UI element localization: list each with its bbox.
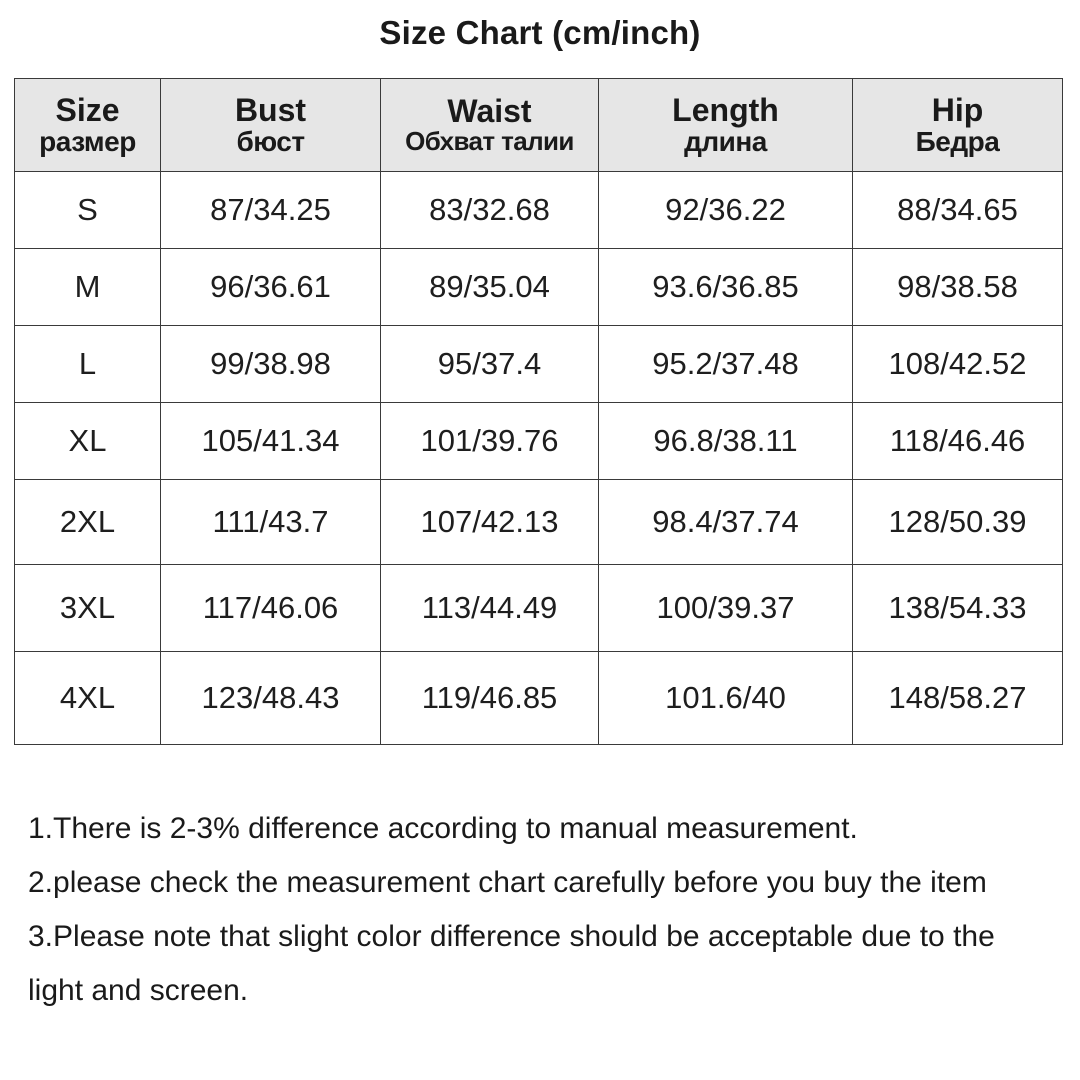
cell-hip: 128/50.39 [853, 480, 1063, 565]
cell-waist: 95/37.4 [381, 326, 599, 403]
cell-waist: 101/39.76 [381, 403, 599, 480]
cell-waist: 89/35.04 [381, 249, 599, 326]
cell-size: M [15, 249, 161, 326]
cell-hip: 138/54.33 [853, 565, 1063, 652]
table-row [15, 403, 1063, 480]
note-item: 1.There is 2-3% difference according to manual measurement. [28, 812, 858, 845]
size-table [14, 78, 1063, 745]
cell-bust: 96/36.61 [161, 249, 381, 326]
cell-hip: 108/42.52 [853, 326, 1063, 403]
cell-bust: 87/34.25 [161, 172, 381, 249]
cell-hip: 98/38.58 [853, 249, 1063, 326]
cell-hip: 88/34.65 [853, 172, 1063, 249]
cell-size: 3XL [15, 565, 161, 652]
header-bust-sublabel: бюст [236, 126, 305, 158]
table-header-row [15, 79, 1063, 172]
cell-bust: 123/48.43 [161, 652, 381, 745]
header-waist [381, 79, 599, 172]
header-waist-sublabel: Обхват талии [405, 126, 574, 157]
cell-waist: 107/42.13 [381, 480, 599, 565]
header-bust-label: Bust [234, 91, 307, 128]
table-row [15, 172, 1063, 249]
header-hip [853, 79, 1063, 172]
header-size-sublabel: размер [39, 126, 136, 158]
notes-section [28, 802, 1058, 1018]
header-bust [161, 79, 381, 172]
cell-length: 95.2/37.48 [599, 326, 853, 403]
cell-bust: 105/41.34 [161, 403, 381, 480]
note-item: 2.please check the measurement chart carefully before you buy the item [28, 866, 987, 899]
cell-size: XL [15, 403, 161, 480]
header-size [15, 79, 161, 172]
table-row [15, 652, 1063, 745]
note-item: 3.Please note that slight color difference should be acceptable due to the light and screen. [28, 920, 995, 1007]
header-waist-label: Waist [447, 92, 532, 129]
chart-title: Size Chart (cm/inch) [379, 14, 701, 51]
cell-waist: 119/46.85 [381, 652, 599, 745]
cell-length: 101.6/40 [599, 652, 853, 745]
cell-bust: 99/38.98 [161, 326, 381, 403]
table-row [15, 480, 1063, 565]
cell-bust: 117/46.06 [161, 565, 381, 652]
table-row [15, 249, 1063, 326]
header-hip-label: Hip [931, 91, 984, 128]
cell-size: 4XL [15, 652, 161, 745]
header-hip-sublabel: Бедра [915, 126, 1000, 158]
cell-bust: 111/43.7 [161, 480, 381, 565]
cell-size: S [15, 172, 161, 249]
header-length-label: Length [672, 91, 779, 128]
cell-waist: 83/32.68 [381, 172, 599, 249]
cell-length: 98.4/37.74 [599, 480, 853, 565]
cell-size: L [15, 326, 161, 403]
cell-hip: 118/46.46 [853, 403, 1063, 480]
header-length [599, 79, 853, 172]
cell-size: 2XL [15, 480, 161, 565]
header-size-label: Size [55, 91, 120, 128]
cell-length: 93.6/36.85 [599, 249, 853, 326]
cell-hip: 148/58.27 [853, 652, 1063, 745]
header-length-sublabel: длина [684, 126, 767, 158]
cell-waist: 113/44.49 [381, 565, 599, 652]
cell-length: 92/36.22 [599, 172, 853, 249]
table-row [15, 326, 1063, 403]
cell-length: 96.8/38.11 [599, 403, 853, 480]
cell-length: 100/39.37 [599, 565, 853, 652]
table-row [15, 565, 1063, 652]
